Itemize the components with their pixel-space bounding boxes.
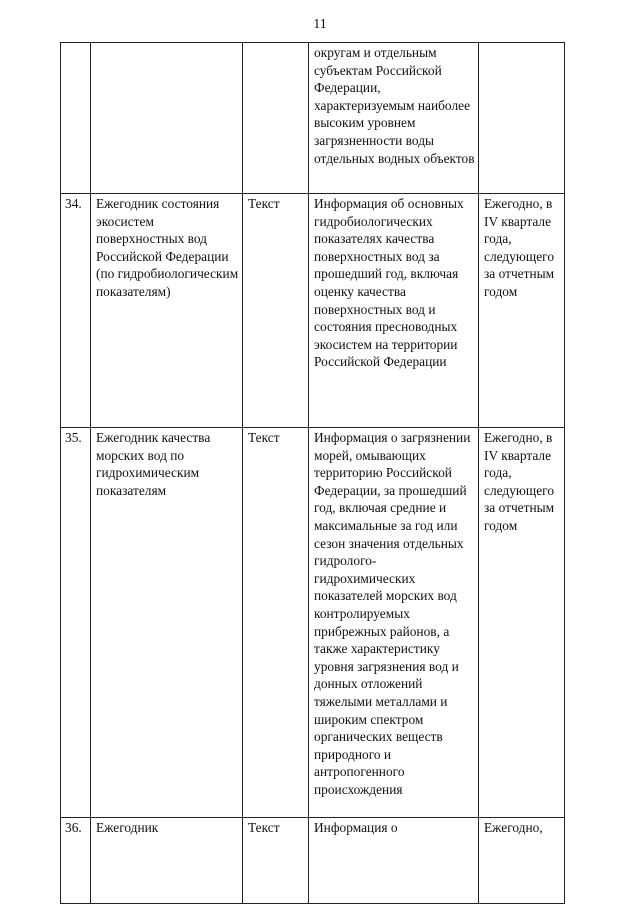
row-number: 34.: [61, 194, 91, 428]
row-form: Текст: [243, 428, 309, 818]
document-table: [60, 42, 565, 904]
row-form: Текст: [243, 194, 309, 428]
table-row: [61, 194, 565, 428]
row-content: Информация об основных гидробиологических показателях качества поверхностных вод за прошедший год, включая оценку качества поверхностных вод и состояния пресноводных экосистем на территории Российской Федерации: [309, 194, 479, 428]
row-form: [243, 43, 309, 194]
table-row: [61, 818, 565, 904]
row-content: округам и отдельным субъектам Российской Федерации, характеризуемым наиболее высоким уровнем загрязненности воды отдельных водных объектов: [309, 43, 479, 194]
row-number: 36.: [61, 818, 91, 904]
row-number: [61, 43, 91, 194]
row-title: Ежегодник качества морских вод по гидрохимическим показателям: [91, 428, 243, 818]
row-title: [91, 43, 243, 194]
table-row: [61, 43, 565, 194]
row-title: Ежегодник: [91, 818, 243, 904]
row-title: Ежегодник состояния экосистем поверхностных вод Российской Федерации (по гидробиологическим показателям): [91, 194, 243, 428]
table-row: [61, 428, 565, 818]
row-period: Ежегодно,: [479, 818, 565, 904]
row-period: Ежегодно, в IV квартале года, следующего за отчетным годом: [479, 194, 565, 428]
row-content: Информация о загрязнении морей, омывающих территорию Российской Федерации, за прошедший год, включая средние и максимальные за год или сезон значения отдельных гидролого-гидрохимических показателей морских вод контролируемых прибрежных районов, а также характеристику уровня загрязнения вод и донных отложений тяжелыми металлами и широким спектром органических веществ природного и антропогенного происхождения: [309, 428, 479, 818]
row-content: Информация о: [309, 818, 479, 904]
page-number: 11: [313, 17, 327, 32]
row-period: [479, 43, 565, 194]
row-form: Текст: [243, 818, 309, 904]
row-number: 35.: [61, 428, 91, 818]
row-period: Ежегодно, в IV квартале года, следующего за отчетным годом: [479, 428, 565, 818]
